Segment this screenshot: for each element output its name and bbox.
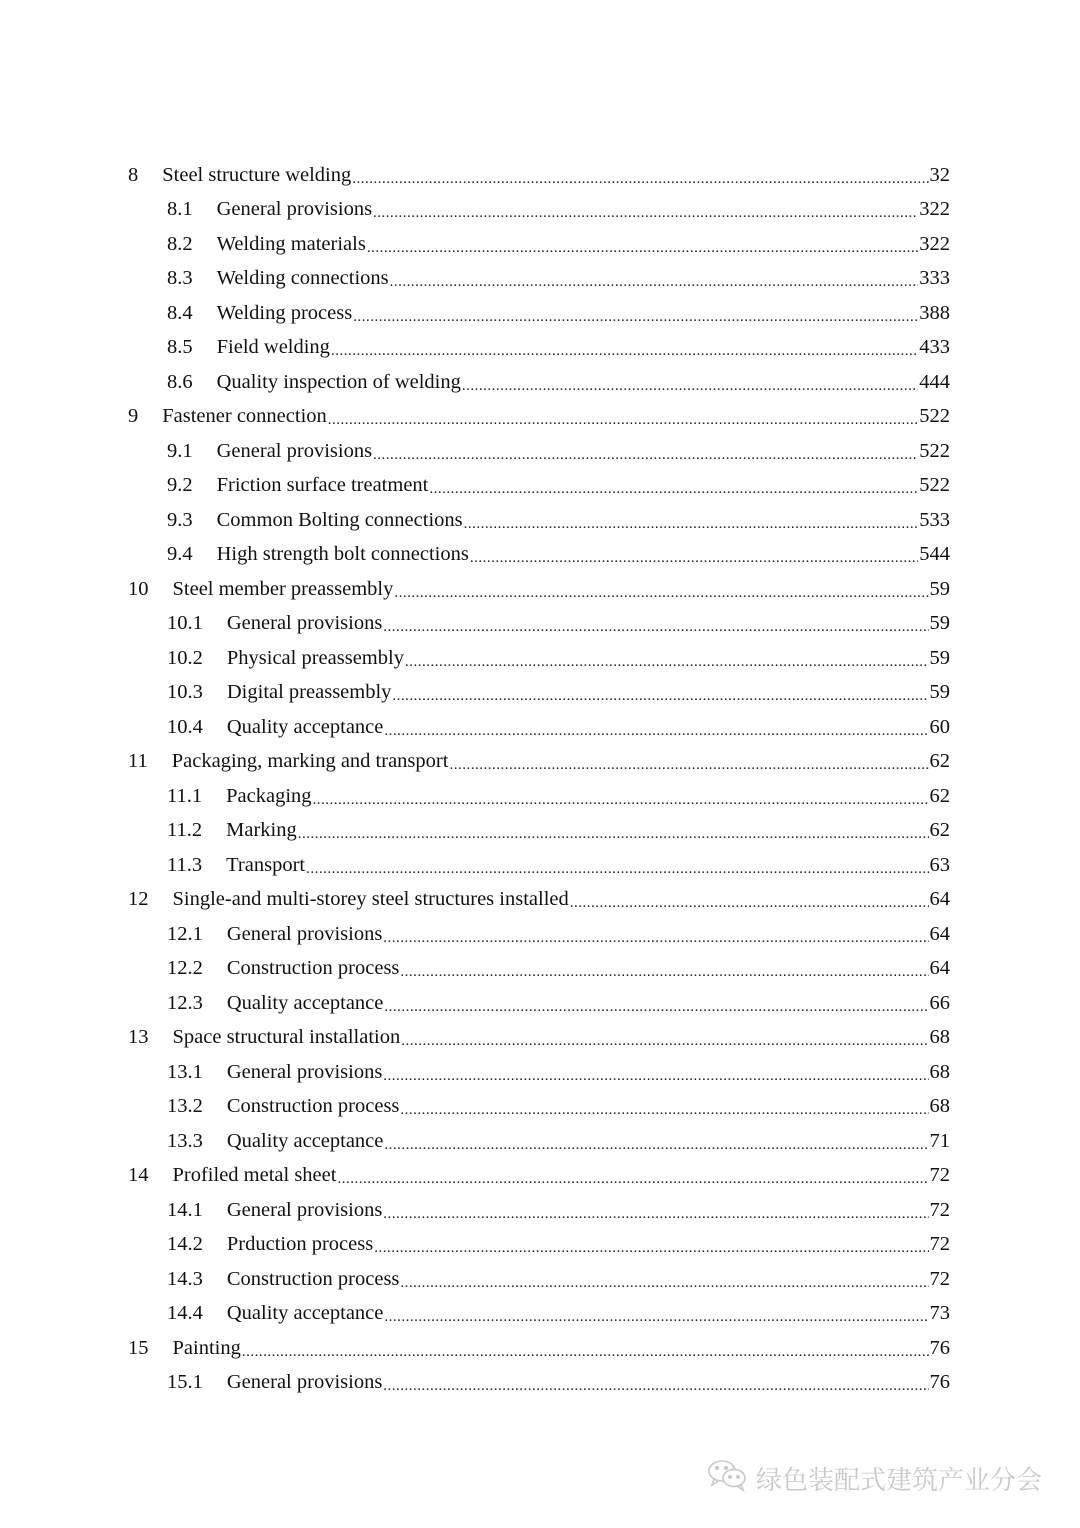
toc-dot-leader xyxy=(392,683,928,704)
toc-entry-page: 68 xyxy=(929,1026,950,1049)
toc-dot-leader xyxy=(383,614,928,635)
toc-entry-number: 9.1 xyxy=(167,439,193,462)
toc-entry-page: 72 xyxy=(929,1198,950,1221)
toc-entry-number: 12.3 xyxy=(167,991,203,1014)
toc-entry-number: 8.6 xyxy=(167,370,193,393)
toc-section-entry[interactable] xyxy=(0,1297,1080,1332)
toc-section-entry[interactable] xyxy=(0,1055,1080,1090)
toc-dot-leader xyxy=(242,1338,929,1359)
toc-section-entry[interactable] xyxy=(0,641,1080,676)
toc-entry-number: 10.2 xyxy=(167,646,203,669)
toc-entry-title: Common Bolting connections xyxy=(216,508,463,531)
toc-entry-number: 9.2 xyxy=(167,474,193,497)
toc-dot-leader xyxy=(383,1373,928,1394)
toc-entry-number: 11.1 xyxy=(167,784,203,807)
toc-section-entry[interactable] xyxy=(0,710,1080,745)
toc-entry-number: 15 xyxy=(128,1336,149,1359)
toc-dot-leader xyxy=(337,1166,928,1187)
toc-entry-title: Marking xyxy=(226,819,297,842)
toc-entry-number: 14 xyxy=(128,1164,149,1187)
toc-entry-page: 64 xyxy=(929,922,950,945)
toc-entry-title: Quality inspection of welding xyxy=(216,370,461,393)
toc-section-entry[interactable] xyxy=(0,227,1080,262)
toc-section-entry[interactable] xyxy=(0,1262,1080,1297)
toc-dot-leader xyxy=(313,786,929,807)
toc-section-entry[interactable] xyxy=(0,1090,1080,1125)
toc-entry-page: 59 xyxy=(929,681,950,704)
toc-entry-number: 10.3 xyxy=(167,681,203,704)
toc-entry-number: 10.4 xyxy=(167,715,203,738)
toc-entry-title: Packaging xyxy=(226,784,312,807)
toc-chapter-entry[interactable] xyxy=(0,745,1080,780)
toc-entry-number: 8.5 xyxy=(167,336,193,359)
toc-entry-page: 72 xyxy=(929,1233,950,1256)
toc-entry-title: Physical preassembly xyxy=(226,646,404,669)
toc-entry-title: Single-and multi-storey steel structures installed xyxy=(172,888,569,911)
toc-entry-number: 9 xyxy=(128,405,139,428)
toc-entry-page: 72 xyxy=(929,1267,950,1290)
toc-section-entry[interactable] xyxy=(0,331,1080,366)
toc-chapter-entry[interactable] xyxy=(0,400,1080,435)
watermark-text: 绿色装配式建筑产业分会 xyxy=(756,1466,1043,1496)
toc-entry-page: 32 xyxy=(929,163,950,186)
toc-entry-number: 12.1 xyxy=(167,922,203,945)
toc-entry-title: Steel structure welding xyxy=(162,163,352,186)
toc-entry-title: Field welding xyxy=(216,336,330,359)
toc-entry-page: 76 xyxy=(929,1371,950,1394)
toc-section-entry[interactable] xyxy=(0,503,1080,538)
toc-dot-leader xyxy=(400,959,928,980)
toc-entry-number: 13 xyxy=(128,1026,149,1049)
toc-dot-leader xyxy=(405,648,929,669)
toc-entry-page: 66 xyxy=(929,991,950,1014)
toc-entry-number: 8.2 xyxy=(167,232,193,255)
toc-entry-title: General provisions xyxy=(216,439,373,462)
toc-section-entry[interactable] xyxy=(0,538,1080,573)
toc-section-entry[interactable] xyxy=(0,296,1080,331)
toc-entry-page: 533 xyxy=(919,508,950,531)
toc-entry-page: 68 xyxy=(929,1095,950,1118)
toc-dot-leader xyxy=(384,717,928,738)
toc-entry-title: High strength bolt connections xyxy=(216,543,469,566)
toc-entry-title: Welding materials xyxy=(216,232,366,255)
toc-section-entry[interactable] xyxy=(0,469,1080,504)
toc-entry-number: 14.3 xyxy=(167,1267,203,1290)
toc-chapter-entry[interactable] xyxy=(0,1021,1080,1056)
toc-section-entry[interactable] xyxy=(0,814,1080,849)
toc-entry-number: 14.4 xyxy=(167,1302,203,1325)
toc-section-entry[interactable] xyxy=(0,917,1080,952)
toc-dot-leader xyxy=(383,1200,928,1221)
toc-section-entry[interactable] xyxy=(0,1228,1080,1263)
toc-entry-page: 544 xyxy=(919,543,950,566)
toc-entry-page: 59 xyxy=(929,612,950,635)
toc-section-entry[interactable] xyxy=(0,607,1080,642)
toc-entry-number: 13.1 xyxy=(167,1060,203,1083)
toc-entry-page: 68 xyxy=(929,1060,950,1083)
toc-entry-number: 11.3 xyxy=(167,853,203,876)
toc-entry-number: 10.1 xyxy=(167,612,203,635)
toc-entry-title: Construction process xyxy=(226,1267,400,1290)
toc-entry-title: Quality acceptance xyxy=(226,1302,384,1325)
toc-chapter-entry[interactable] xyxy=(0,1331,1080,1366)
toc-chapter-entry[interactable] xyxy=(0,158,1080,193)
toc-entry-title: Fastener connection xyxy=(162,405,327,428)
toc-entry-page: 64 xyxy=(929,957,950,980)
toc-dot-leader xyxy=(383,1062,928,1083)
toc-entry-title: Welding connections xyxy=(216,267,389,290)
toc-entry-number: 9.4 xyxy=(167,543,193,566)
toc-dot-leader xyxy=(331,338,918,359)
toc-section-entry[interactable] xyxy=(0,365,1080,400)
toc-dot-leader xyxy=(383,924,928,945)
toc-dot-leader xyxy=(394,579,928,600)
toc-section-entry[interactable] xyxy=(0,193,1080,228)
toc-dot-leader xyxy=(374,1235,928,1256)
toc-entry-title: Construction process xyxy=(226,957,400,980)
toc-section-entry[interactable] xyxy=(0,1124,1080,1159)
toc-entry-number: 10 xyxy=(128,577,149,600)
toc-dot-leader xyxy=(353,303,918,324)
toc-section-entry[interactable] xyxy=(0,262,1080,297)
toc-entry-number: 8.4 xyxy=(167,301,193,324)
toc-dot-leader xyxy=(384,1304,928,1325)
toc-entry-number: 13.2 xyxy=(167,1095,203,1118)
toc-entry-page: 73 xyxy=(929,1302,950,1325)
toc-entry-title: Transport xyxy=(226,853,306,876)
toc-entry-number: 12.2 xyxy=(167,957,203,980)
toc-entry-title: General provisions xyxy=(216,198,373,221)
toc-section-entry[interactable] xyxy=(0,986,1080,1021)
toc-chapter-entry[interactable] xyxy=(0,572,1080,607)
toc-entry-number: 9.3 xyxy=(167,508,193,531)
toc-entry-page: 322 xyxy=(919,232,950,255)
toc-dot-leader xyxy=(429,476,918,497)
toc-entry-title: Quality acceptance xyxy=(226,715,384,738)
toc-entry-title: Welding process xyxy=(216,301,353,324)
toc-entry-title: Digital preassembly xyxy=(226,681,392,704)
toc-entry-page: 62 xyxy=(929,750,950,773)
toc-section-entry[interactable] xyxy=(0,848,1080,883)
toc-entry-page: 71 xyxy=(929,1129,950,1152)
toc-section-entry[interactable] xyxy=(0,779,1080,814)
toc-entry-number: 14.2 xyxy=(167,1233,203,1256)
toc-entry-title: General provisions xyxy=(226,1198,383,1221)
toc-entry-title: Packaging, marking and transport xyxy=(171,750,449,773)
toc-chapter-entry[interactable] xyxy=(0,883,1080,918)
toc-entry-page: 522 xyxy=(919,474,950,497)
toc-entry-title: General provisions xyxy=(226,922,383,945)
toc-entry-page: 522 xyxy=(919,439,950,462)
toc-dot-leader xyxy=(570,890,929,911)
toc-entry-title: Space structural installation xyxy=(172,1026,401,1049)
toc-section-entry[interactable] xyxy=(0,952,1080,987)
toc-entry-page: 76 xyxy=(929,1336,950,1359)
toc-entry-title: Profiled metal sheet xyxy=(172,1164,337,1187)
toc-entry-number: 11 xyxy=(128,750,148,773)
toc-dot-leader xyxy=(384,993,928,1014)
toc-dot-leader xyxy=(352,165,928,186)
toc-dot-leader xyxy=(384,1131,928,1152)
toc-dot-leader xyxy=(400,1269,928,1290)
toc-entry-page: 322 xyxy=(919,198,950,221)
toc-entry-title: Construction process xyxy=(226,1095,400,1118)
toc-entry-title: Steel member preassembly xyxy=(172,577,394,600)
toc-section-entry[interactable] xyxy=(0,676,1080,711)
toc-dot-leader xyxy=(367,234,918,255)
toc-dot-leader xyxy=(464,510,919,531)
toc-entry-title: Prduction process xyxy=(226,1233,374,1256)
toc-dot-leader xyxy=(373,200,918,221)
toc-entry-page: 59 xyxy=(929,577,950,600)
toc-dot-leader xyxy=(470,545,918,566)
table-of-contents xyxy=(0,158,1080,1400)
watermark xyxy=(706,1458,1042,1499)
toc-entry-page: 522 xyxy=(919,405,950,428)
toc-entry-number: 8 xyxy=(128,163,139,186)
toc-chapter-entry[interactable] xyxy=(0,1159,1080,1194)
toc-dot-leader xyxy=(400,1097,928,1118)
toc-entry-number: 15.1 xyxy=(167,1371,203,1394)
toc-entry-page: 59 xyxy=(929,646,950,669)
toc-dot-leader xyxy=(306,855,928,876)
toc-entry-number: 13.3 xyxy=(167,1129,203,1152)
toc-entry-page: 333 xyxy=(919,267,950,290)
toc-entry-title: Painting xyxy=(172,1336,241,1359)
toc-entry-number: 8.1 xyxy=(167,198,193,221)
toc-entry-title: Quality acceptance xyxy=(226,1129,384,1152)
toc-entry-number: 8.3 xyxy=(167,267,193,290)
toc-section-entry[interactable] xyxy=(0,1366,1080,1401)
toc-dot-leader xyxy=(462,372,918,393)
toc-entry-page: 64 xyxy=(929,888,950,911)
toc-section-entry[interactable] xyxy=(0,434,1080,469)
toc-entry-page: 63 xyxy=(929,853,950,876)
toc-dot-leader xyxy=(390,269,919,290)
toc-entry-page: 433 xyxy=(919,336,950,359)
toc-entry-page: 62 xyxy=(929,784,950,807)
toc-entry-number: 11.2 xyxy=(167,819,203,842)
toc-entry-page: 444 xyxy=(919,370,950,393)
toc-entry-title: General provisions xyxy=(226,612,383,635)
toc-entry-title: General provisions xyxy=(226,1060,383,1083)
toc-entry-title: General provisions xyxy=(226,1371,383,1394)
toc-dot-leader xyxy=(373,441,918,462)
toc-dot-leader xyxy=(328,407,918,428)
toc-entry-title: Friction surface treatment xyxy=(216,474,429,497)
toc-dot-leader xyxy=(401,1028,928,1049)
toc-dot-leader xyxy=(298,821,929,842)
toc-entry-page: 72 xyxy=(929,1164,950,1187)
toc-entry-page: 60 xyxy=(929,715,950,738)
toc-entry-page: 388 xyxy=(919,301,950,324)
toc-entry-number: 14.1 xyxy=(167,1198,203,1221)
wechat-icon xyxy=(706,1458,750,1499)
toc-entry-number: 12 xyxy=(128,888,149,911)
toc-section-entry[interactable] xyxy=(0,1193,1080,1228)
toc-entry-title: Quality acceptance xyxy=(226,991,384,1014)
toc-entry-page: 62 xyxy=(929,819,950,842)
toc-dot-leader xyxy=(449,752,928,773)
